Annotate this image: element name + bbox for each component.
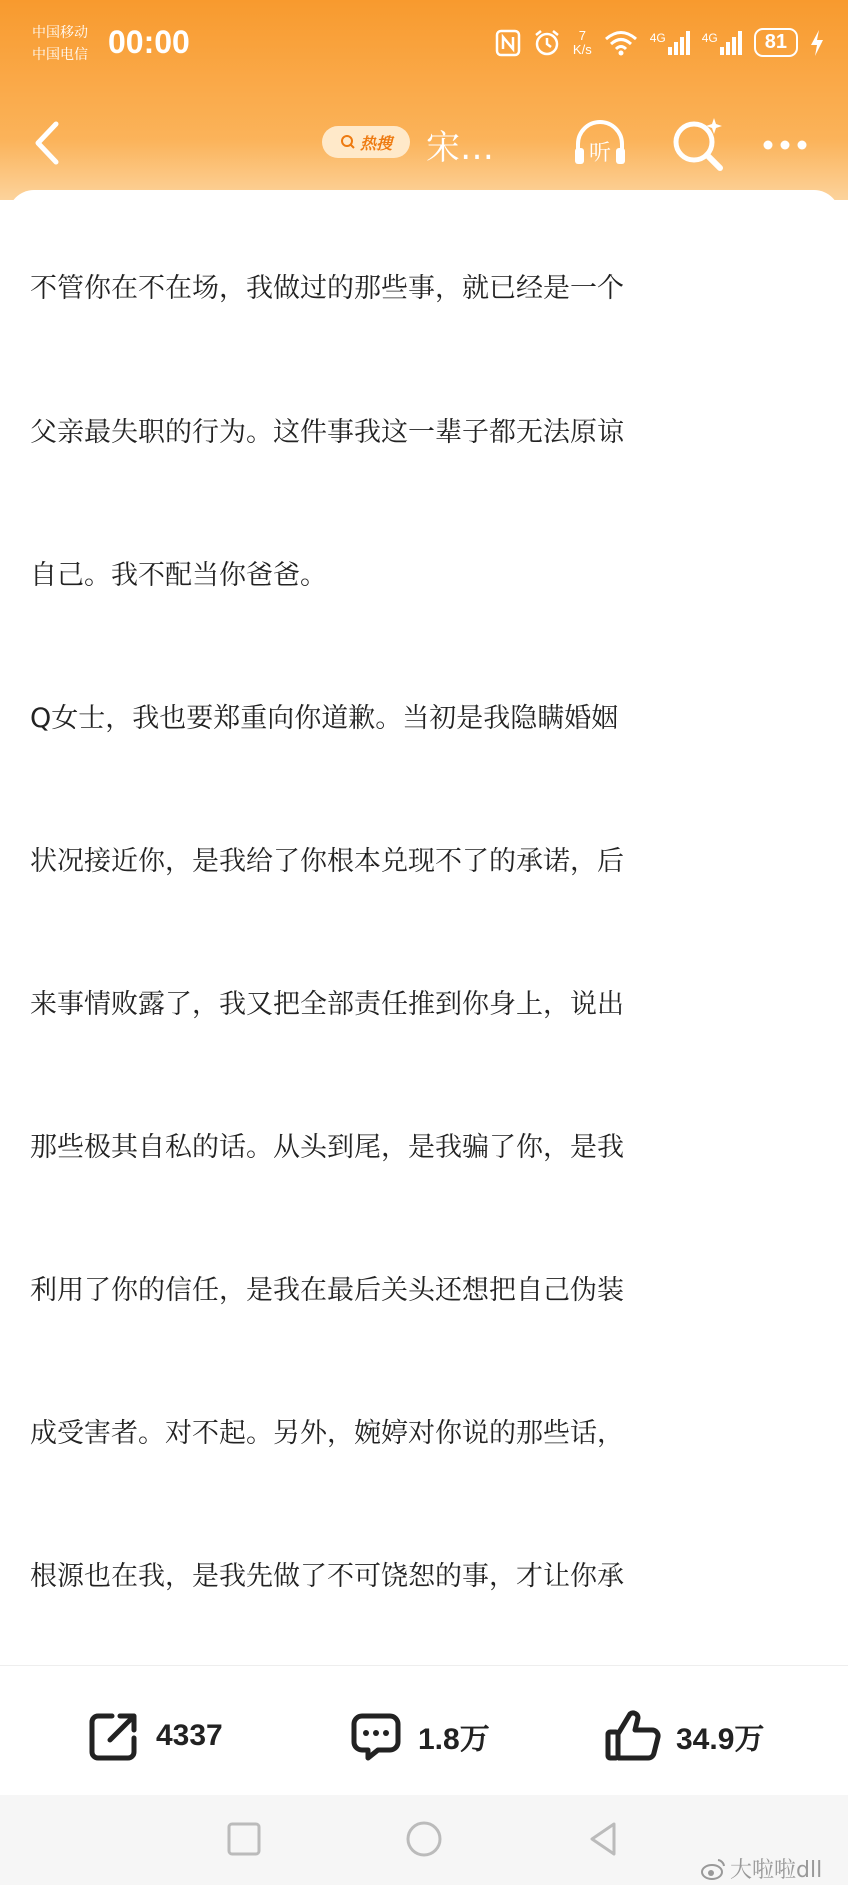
recent-apps-button[interactable] [222, 1817, 266, 1861]
net-speed-unit: K/s [572, 41, 592, 57]
nfc-icon [495, 29, 521, 57]
status-icons [495, 28, 824, 57]
net-speed [573, 29, 592, 57]
circle-icon [402, 1817, 446, 1861]
listen-label: 听 [588, 141, 612, 166]
share-count: 4337 [156, 1719, 223, 1752]
letter-line: 不管你在不在场，我做过的那些事，就已经是一个 [30, 273, 624, 305]
carrier-2: 中国电信 [32, 47, 88, 63]
wifi-icon [604, 30, 638, 56]
carrier-names [32, 22, 88, 66]
share-icon [86, 1708, 142, 1764]
search-button[interactable] [668, 114, 728, 174]
action-bar [0, 1665, 848, 1796]
square-icon [222, 1817, 266, 1861]
letter-line: 利用了你的信任，是我在最后关头还想把自己伪装 [30, 1275, 624, 1307]
letter-line: 成受害者。对不起。另外，婉婷对你说的那些话， [30, 1418, 624, 1450]
battery-indicator: 81 [754, 28, 798, 57]
network-type-2: 4G [701, 30, 718, 45]
back-button[interactable] [28, 118, 68, 168]
carrier-1: 中国移动 [32, 25, 88, 41]
more-dots-icon [760, 130, 810, 160]
signal-2-icon [702, 31, 742, 55]
home-button[interactable] [402, 1817, 446, 1861]
status-time: 00:00 [108, 24, 190, 60]
hot-search-label: 热搜 [359, 133, 392, 153]
apology-letter [30, 190, 830, 1660]
system-back-button[interactable] [582, 1817, 626, 1861]
status-bar [0, 0, 848, 90]
listen-button[interactable] [570, 114, 630, 174]
like-button[interactable] [604, 1706, 764, 1766]
comment-icon [348, 1708, 404, 1764]
chevron-left-icon [28, 118, 68, 168]
headphones-icon [570, 114, 630, 174]
letter-line: 那些极其自私的话。从头到尾，是我骗了你，是我 [30, 1132, 624, 1164]
more-options-button[interactable] [760, 130, 810, 160]
letter-line: 父亲最失职的行为。这件事我这一辈子都无法原谅 [30, 416, 624, 448]
like-count: 34.9万 [676, 1723, 765, 1756]
weibo-watermark [700, 1853, 822, 1884]
comment-button[interactable] [348, 1706, 490, 1766]
triangle-back-icon [582, 1817, 626, 1861]
alarm-icon [533, 29, 561, 57]
letter-line: 状况接近你，是我给了你根本兑现不了的承诺，后 [30, 845, 624, 877]
hot-search-badge[interactable] [322, 126, 410, 158]
article-content[interactable] [8, 190, 840, 1660]
letter-line: 根源也在我，是我先做了不可饶恕的事，才让你承 [30, 1561, 624, 1593]
page-title[interactable]: 宋… [426, 128, 494, 168]
letter-line: Q女士，我也要郑重向你道歉。当初是我隐瞒婚姻 [30, 702, 619, 734]
charging-icon [810, 30, 824, 56]
weibo-logo-icon [700, 1858, 726, 1880]
network-type-1: 4G [649, 30, 666, 45]
letter-line: 来事情败露了，我又把全部责任推到你身上，说出 [30, 988, 624, 1020]
watermark-text: 大啦啦dll [730, 1858, 823, 1883]
search-icon [340, 134, 356, 150]
share-button[interactable] [86, 1706, 223, 1766]
comment-count: 1.8万 [418, 1723, 490, 1756]
signal-1-icon [650, 31, 690, 55]
thumbs-up-icon [604, 1708, 662, 1764]
search-sparkle-icon [668, 114, 728, 174]
letter-line: 自己。我不配当你爸爸。 [30, 559, 327, 591]
net-speed-value: 7 [578, 27, 586, 43]
